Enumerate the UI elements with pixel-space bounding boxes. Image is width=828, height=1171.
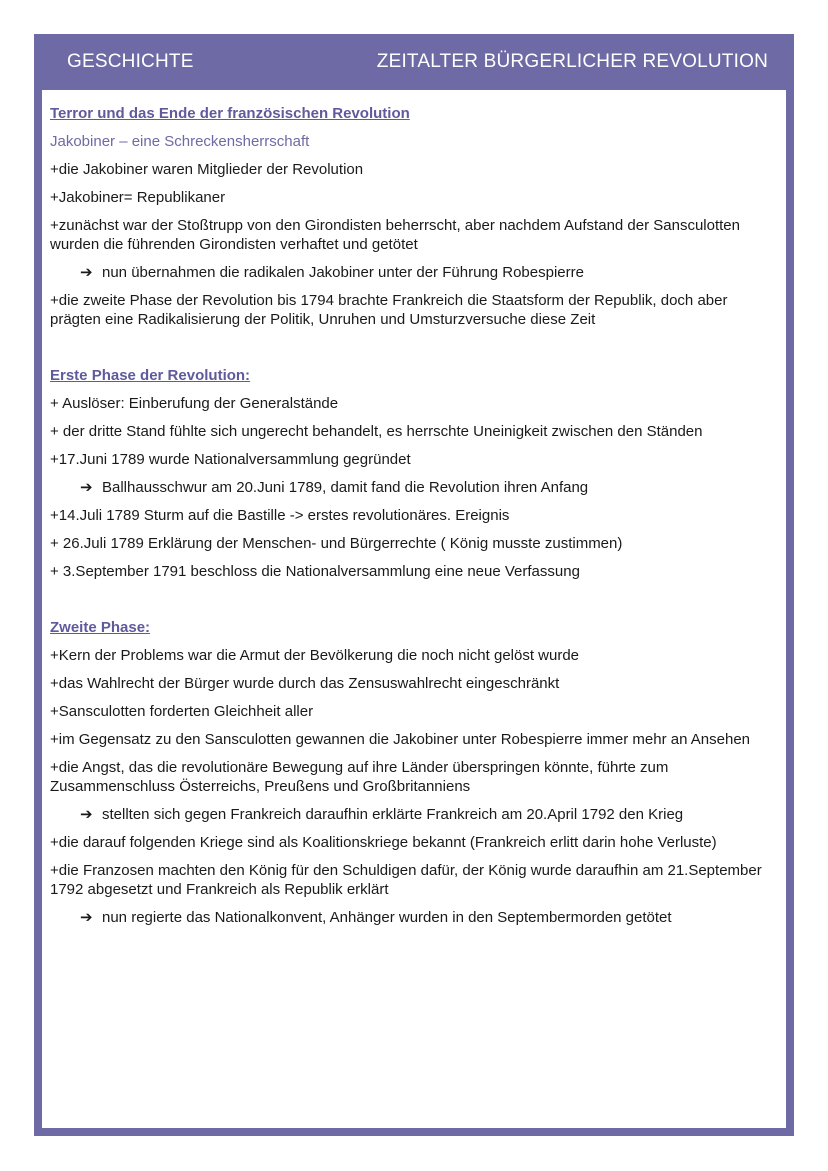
header-bar (34, 34, 794, 90)
text-line: +im Gegensatz zu den Sansculotten gewannen die Jakobiner unter Robespierre immer mehr an Ansehen (50, 731, 750, 748)
text-line: +das Wahlrecht der Bürger wurde durch das Zensuswahlrecht eingeschränkt (50, 675, 560, 692)
text-line: + der dritte Stand fühlte sich ungerecht behandelt, es herrschte Uneinigkeit zwischen den Ständen (50, 423, 703, 440)
section-spacer (50, 590, 778, 618)
arrow-right-icon: ➔ (80, 263, 93, 281)
arrow-right-icon: ➔ (80, 478, 93, 496)
text-line: +14.Juli 1789 Sturm auf die Bastille -> erstes revolutionäres. Ereignis (50, 507, 510, 524)
text-line: +die Jakobiner waren Mitglieder der Revolution (50, 161, 364, 178)
arrow-line (50, 805, 778, 824)
text-line: + 3.September 1791 beschloss die Nationalversammlung eine neue Verfassung (50, 563, 580, 580)
arrow-line-text: nun regierte das Nationalkonvent, Anhänger wurden in den Septembermorden getötet (102, 909, 672, 926)
header-topic: ZEITALTER BÜRGERLICHER REVOLUTION (376, 51, 768, 72)
text-line: +17.Juni 1789 wurde Nationalversammlung gegründet (50, 451, 411, 468)
arrow-line (50, 478, 778, 497)
text-line: +Jakobiner= Republikaner (50, 189, 226, 206)
arrow-line-text: Ballhausschwur am 20.Juni 1789, damit fand die Revolution ihren Anfang (102, 479, 589, 496)
arrow-right-icon: ➔ (80, 908, 93, 926)
header-subject: GESCHICHTE (67, 51, 194, 72)
section-subtitle-jakobiner: Jakobiner – eine Schreckensherrschaft (50, 133, 310, 150)
section-spacer (50, 338, 778, 366)
arrow-line-text: nun übernahmen die radikalen Jakobiner unter der Führung Robespierre (102, 264, 584, 281)
text-line: +Sansculotten forderten Gleichheit aller (50, 703, 314, 720)
arrow-line-text: stellten sich gegen Frankreich daraufhin erklärte Frankreich am 20.April 1792 den Krieg (102, 806, 684, 823)
text-line: +Kern der Problems war die Armut der Bevölkerung die noch nicht gelöst wurde (50, 647, 580, 664)
text-line: +zunächst war der Stoßtrupp von den Girondisten beherrscht, aber nachdem Aufstand der Sansculotten wurden die führenden Girondisten verhaftet und getötet (50, 217, 740, 253)
text-line: +die Franzosen machten den König für den Schuldigen dafür, der König wurde daraufhin am 21.September 1792 abgesetzt und Frankreich als Republik erklärt (50, 862, 762, 898)
section-title-terror: Terror und das Ende der französischen Revolution (50, 105, 410, 122)
text-line: +die Angst, das die revolutionäre Bewegung auf ihre Länder überspringen könnte, führte zum Zusammenschluss Österreichs, Preußens und Großbritanniens (50, 759, 669, 795)
text-line: + 26.Juli 1789 Erklärung der Menschen- und Bürgerrechte ( König musste zustimmen) (50, 535, 623, 552)
arrow-right-icon: ➔ (80, 805, 93, 823)
text-line: +die zweite Phase der Revolution bis 1794 brachte Frankreich die Staatsform der Republik, doch aber prägten eine Radikalisierung der Politik, Unruhen und Umsturzversuche diese Zeit (50, 292, 728, 328)
arrow-line (50, 908, 778, 927)
text-line: + Auslöser: Einberufung der Generalstände (50, 395, 339, 412)
arrow-line (50, 263, 778, 282)
section-title-zweite-phase: Zweite Phase: (50, 619, 151, 636)
document-body (50, 104, 778, 936)
text-line: +die darauf folgenden Kriege sind als Koalitionskriege bekannt (Frankreich erlitt darin hohe Verluste) (50, 834, 717, 851)
section-title-erste-phase: Erste Phase der Revolution: (50, 367, 251, 384)
